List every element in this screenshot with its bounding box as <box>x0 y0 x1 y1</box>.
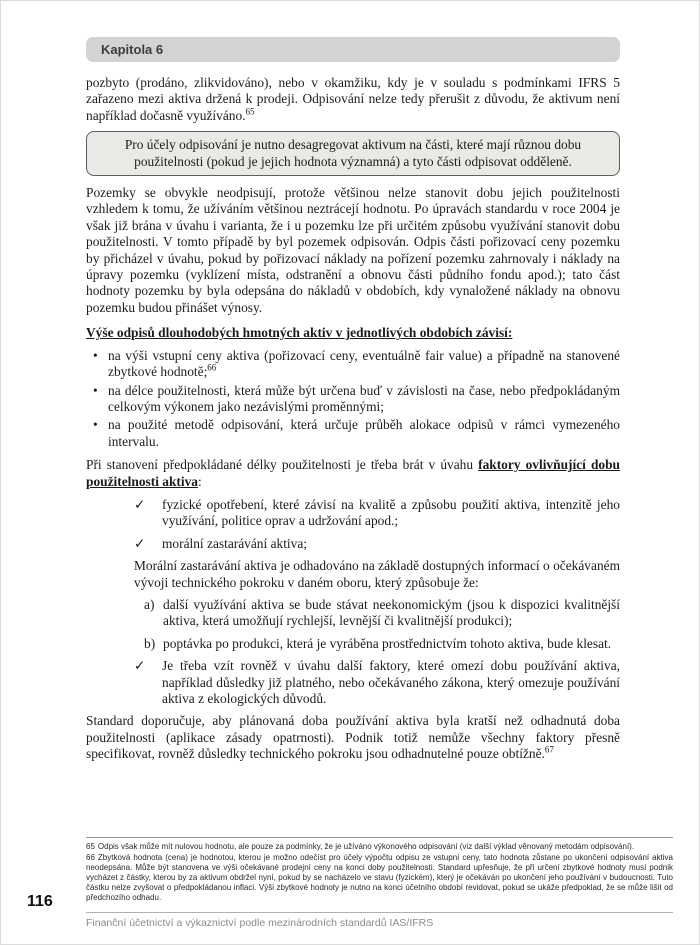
page-body <box>86 75 620 770</box>
footer-title: Finanční účetnictví a výkaznictví podle mezinárodních standardů IAS/IFRS <box>86 917 434 929</box>
footnote-text: Odpis však může mít nulovou hodnotu, ale pouze za podmínky, že je užíváno výkonového odpisování (viz další výklad věnovaný metodám odpisování). <box>97 842 635 851</box>
footnote-text: Zbytková hodnota (cena) je hodnotou, kterou je možno odečíst pro účely výpočtu odpisu ze vstupní ceny, tato hodnota zůstane po ukončení odpisování aktiva neodepsána. Může být stanovena ve výši očekávané prodejní ceny na konci doby použitelnosti. Standard upřesňuje, že při určení zbytkové hodnoty musí podnik vycházet z částky, kterou by za aktivum obdržel nyní, pokud by se nacházelo ve stavu (fyzickém), který je očekáván po ukončení jeho používání v budoucnosti. Tuto částku nelze zvyšovat o předpokládanou inflaci. Výši zbytkové hodnoty je nutno na konci účetního období revidovat, pokud se ukáže předpoklad, že se může lišit od předchozího odhadu. <box>86 853 673 902</box>
check-item <box>134 658 620 707</box>
footnote-list <box>86 842 673 904</box>
bullet-item <box>86 383 620 416</box>
checklist <box>86 497 620 707</box>
bullet-text <box>108 348 620 381</box>
paragraph-intro <box>86 75 620 124</box>
check-item <box>134 536 620 552</box>
sub-item-b <box>144 636 620 652</box>
footnote-item <box>86 853 673 903</box>
sub-item-a-text: další využívání aktiva se bude stávat neekonomickým (jsou k dispozici kvalitnější aktiva, která umožňují rychlejší, levnější či kvalitnější produkci); <box>163 596 620 629</box>
paragraph-closing-text: Standard doporučuje, aby plánovaná doba používání aktiva byla kratší než odhadnutá doba použitelnosti (aplikace zásady opatrnosti). Podnik totiž nemůže všechny faktory přesně specifikovat, rovněž důsledky technického pokroku jsou odhadnutelné pouze obtížně. <box>86 713 620 762</box>
paragraph-factors-suffix: : <box>197 473 202 489</box>
callout-text: Pro účely odpisování je nutno desagregovat aktivum na části, které mají různou dobu použitelnosti (pokud je jejich hodnota významná) a tyto části odpisovat odděleně. <box>124 137 582 169</box>
check-3-text: Je třeba vzít rovněž v úvahu další faktory, které omezí dobu používání aktiva, například důsledky již platného, nebo očekávaného zákona, který omezuje používání aktiva z ekologických důvodů. <box>162 658 620 706</box>
chapter-label: Kapitola 6 <box>101 42 164 57</box>
check-2-text: morální zastarávání aktiva; <box>162 535 308 551</box>
section-heading-text: Výše odpisů dlouhodobých hmotných aktiv v jednotlivých obdobích závisí: <box>86 325 513 341</box>
check-icon: ✓ <box>134 535 146 551</box>
bullet-list <box>86 348 620 450</box>
bullet-item <box>86 348 620 381</box>
bullet-item <box>86 417 620 450</box>
footnote-ref-65: 65 <box>245 106 255 117</box>
paragraph-factors-prefix: Při stanovení předpokládané délky použitelnosti je třeba brát v úvahu <box>86 457 479 473</box>
footnote-ref-67: 67 <box>544 744 554 755</box>
check-1-text: fyzické opotřebení, které závisí na kvalitě a způsobu použití aktiva, intenzitě jeho využívání, politice oprav a udržování apod.; <box>162 496 620 529</box>
paragraph-factors-emphasis: faktory ovlivňující dobu použitelnosti aktiva <box>86 457 620 489</box>
paragraph-land-text: Pozemky se obvykle neodpisují, protože většinou nelze stanovit dobu jejich použitelnosti vzhledem k tomu, že užíváním většinou neztrácejí hodnotu. Po úpravách standardu v roce 2004 je však již brána v úvahu i varianta, že i u pozemku lze při určitém způsobu využívání stanovit dobu použitelnosti. V tomto případě by byl pozemek odpisován. Odpis části pořizovací ceny pozemku by přicházel v úvahu, pokud by pořizovací náklady na pořízení pozemku zahrnovaly i náklady na úpravy pozemku (vyklízení místa, odstranění a obnovu části půdního fondu apod.); tato část hodnoty pozemku by byla odepsána do nákladů v obdobích, kdy vynaložené náklady na obnovu pozemku budou přinášet výnosy. <box>86 185 620 315</box>
sub-item-b-text: poptávka po produkci, která je vyráběna prostřednictvím tohoto aktiva, bude klesat. <box>163 635 612 651</box>
bullet-1-text: na výši vstupní ceny aktiva (pořizovací ceny, eventuálně fair value) a případně na stanovené zbytkové hodnotě; <box>108 347 620 380</box>
section-heading <box>86 325 620 341</box>
footnote-item <box>86 842 673 852</box>
check-icon: ✓ <box>134 496 146 512</box>
check-icon: ✓ <box>134 658 146 674</box>
page-number: 116 <box>27 893 53 910</box>
sub-item-a <box>144 597 620 630</box>
bullet-icon: • <box>93 347 98 363</box>
footnote-separator <box>86 837 673 838</box>
paragraph-moral: Morální zastarávání aktiva je odhadováno na základě dostupných informací o očekávaném vývoji technického pokroku v daném oboru, který způsobuje že: <box>134 558 620 590</box>
paragraph-land <box>86 185 620 316</box>
paragraph-factors <box>86 457 620 490</box>
chapter-header <box>86 37 620 62</box>
callout-box <box>86 131 620 176</box>
footnote-number: 66 <box>86 853 95 862</box>
check-item <box>134 497 620 530</box>
footer-divider <box>86 912 673 913</box>
bullet-2-text: na délce použitelnosti, která může být určena buď v závislosti na čase, nebo předpokládaným celkovým výkonem jako nezávislými proměnnými; <box>108 382 620 414</box>
footnote-ref-66: 66 <box>207 362 217 373</box>
sub-item-a-label: a) <box>144 596 155 612</box>
bullet-icon: • <box>93 417 98 433</box>
footnote-number: 65 <box>86 842 95 851</box>
bullet-3-text: na použité metodě odpisování, která určuje průběh alokace odpisů v rámci vymezeného intervalu. <box>108 417 620 449</box>
sub-item-b-label: b) <box>144 635 156 651</box>
paragraph-intro-text: pozbyto (prodáno, zlikvidováno), nebo v okamžiku, kdy je v souladu s podmínkami IFRS 5 zařazeno mezi aktiva držená k prodeji. Odpisování nelze tedy přerušit z důvodu, že aktivum není například dočasně využíváno. <box>86 75 620 123</box>
bullet-icon: • <box>93 382 98 398</box>
paragraph-closing <box>86 713 620 762</box>
